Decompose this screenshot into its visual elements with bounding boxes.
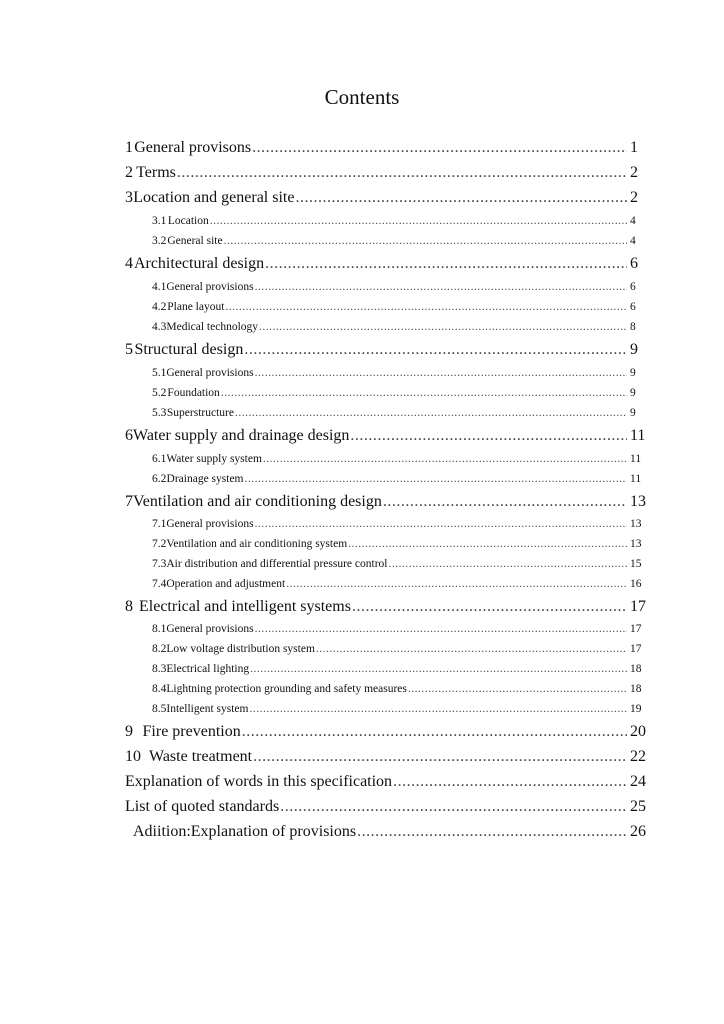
toc-leader bbox=[352, 597, 627, 617]
toc-label: Location bbox=[167, 215, 209, 227]
toc-number: 8.1 bbox=[152, 623, 167, 635]
toc-entry-chapter-1[interactable] bbox=[0, 138, 724, 158]
toc-label: Superstructure bbox=[166, 407, 234, 419]
toc-number: 10 bbox=[125, 748, 141, 765]
toc-leader bbox=[255, 279, 627, 295]
toc-leader bbox=[255, 621, 627, 637]
toc-number: 7.1 bbox=[152, 518, 167, 530]
toc-leader bbox=[177, 163, 627, 183]
toc-label: Medical technology bbox=[166, 321, 259, 333]
toc-entry-section-8-4[interactable] bbox=[0, 681, 724, 697]
toc-page-number: 2 bbox=[630, 189, 638, 206]
toc-page-number: 9 bbox=[630, 387, 636, 399]
toc-entry-section-3-1[interactable] bbox=[0, 213, 724, 229]
toc-label: General provisions bbox=[166, 367, 254, 379]
toc-page-number: 4 bbox=[630, 215, 636, 227]
toc-label: Waste treatment bbox=[149, 748, 253, 765]
toc-entry-chapter-4[interactable] bbox=[0, 254, 724, 274]
toc-label: Lightning protection grounding and safety measures bbox=[166, 683, 407, 695]
toc-leader bbox=[224, 233, 627, 249]
toc-label: General provisions bbox=[166, 518, 254, 530]
toc-number: 8.3 bbox=[152, 663, 167, 675]
toc-entry-section-5-3[interactable] bbox=[0, 405, 724, 421]
toc-entry-section-3-2[interactable] bbox=[0, 233, 724, 249]
toc-number: 5.1 bbox=[152, 367, 167, 379]
toc-leader bbox=[245, 471, 628, 487]
toc-label: General provisons bbox=[134, 139, 252, 156]
toc-label: Fire prevention bbox=[142, 723, 241, 740]
toc-page-number: 6 bbox=[630, 301, 636, 313]
toc-leader bbox=[408, 681, 627, 697]
page-title: Contents bbox=[324, 85, 400, 109]
toc-entry-chapter-3[interactable] bbox=[0, 188, 724, 208]
toc-leader bbox=[210, 213, 627, 229]
toc-leader bbox=[259, 319, 627, 335]
toc-label: Water supply and drainage design bbox=[133, 427, 350, 444]
toc-number: 3 bbox=[125, 189, 133, 206]
toc-label: General provisions bbox=[166, 281, 254, 293]
toc-page-number: 19 bbox=[630, 703, 642, 715]
toc-leader bbox=[244, 340, 627, 360]
toc-entry-section-7-3[interactable] bbox=[0, 556, 724, 572]
toc-entry-section-7-2[interactable] bbox=[0, 536, 724, 552]
toc-page-number: 24 bbox=[630, 773, 646, 790]
toc-leader bbox=[350, 426, 627, 446]
toc-entry-explanation-of-words[interactable] bbox=[0, 772, 724, 792]
toc-page-number: 6 bbox=[630, 281, 636, 293]
toc-leader bbox=[393, 772, 627, 792]
toc-page-number: 18 bbox=[630, 683, 642, 695]
toc-number: 2 bbox=[125, 164, 133, 181]
toc-leader bbox=[383, 492, 627, 512]
toc-page-number: 2 bbox=[630, 164, 638, 181]
toc-label: General site bbox=[167, 235, 223, 247]
toc-label: General provisions bbox=[166, 623, 254, 635]
toc-leader bbox=[250, 661, 627, 677]
toc-entry-section-8-5[interactable] bbox=[0, 701, 724, 717]
toc-leader bbox=[263, 451, 627, 467]
toc-label: Intelligent system bbox=[166, 703, 249, 715]
toc-label: Ventilation and air conditioning system bbox=[166, 538, 348, 550]
toc-label: Structural design bbox=[134, 341, 244, 358]
toc-label: Operation and adjustment bbox=[166, 578, 286, 590]
toc-page-number: 20 bbox=[630, 723, 646, 740]
toc-leader bbox=[221, 385, 627, 401]
toc-number: 5.2 bbox=[152, 387, 167, 399]
toc-label: Electrical and intelligent systems bbox=[139, 598, 351, 615]
toc-entry-section-5-1[interactable] bbox=[0, 365, 724, 381]
toc-leader bbox=[235, 405, 627, 421]
toc-label: Location and general site bbox=[133, 189, 295, 206]
toc-leader bbox=[286, 576, 627, 592]
toc-leader bbox=[295, 188, 627, 208]
toc-number: 7.2 bbox=[152, 538, 167, 550]
toc-leader bbox=[280, 797, 627, 817]
toc-page-number: 22 bbox=[630, 748, 646, 765]
toc-entry-chapter-7[interactable] bbox=[0, 492, 724, 512]
toc-entry-chapter-8[interactable] bbox=[0, 597, 724, 617]
toc-label: Ventilation and air conditioning design bbox=[133, 493, 382, 510]
toc-label: Terms bbox=[136, 164, 176, 181]
toc-number: 8 bbox=[125, 598, 133, 615]
toc-number: 3.1 bbox=[152, 215, 167, 227]
toc-page-number: 11 bbox=[630, 473, 642, 485]
toc-page-number: 11 bbox=[630, 427, 646, 444]
toc-number: 7 bbox=[125, 493, 133, 510]
toc-entry-section-4-3[interactable] bbox=[0, 319, 724, 335]
toc-number: 3.2 bbox=[152, 235, 167, 247]
toc-leader bbox=[388, 556, 627, 572]
toc-leader bbox=[252, 138, 627, 158]
toc-number: 1 bbox=[125, 139, 133, 156]
toc-number: 4.1 bbox=[152, 281, 167, 293]
toc-number: 4.3 bbox=[152, 321, 167, 333]
toc-page-number: 13 bbox=[630, 493, 646, 510]
toc-entry-chapter-2[interactable] bbox=[0, 163, 724, 183]
toc-leader bbox=[348, 536, 627, 552]
toc-number: 5 bbox=[125, 341, 133, 358]
toc-leader bbox=[357, 822, 627, 842]
toc-number: 6.2 bbox=[152, 473, 167, 485]
toc-page-number: 8 bbox=[630, 321, 636, 333]
toc-number: 8.2 bbox=[152, 643, 167, 655]
toc-entry-section-4-2[interactable] bbox=[0, 299, 724, 315]
toc-number: 5.3 bbox=[152, 407, 167, 419]
toc-entry-section-6-1[interactable] bbox=[0, 451, 724, 467]
toc-entry-section-6-2[interactable] bbox=[0, 471, 724, 487]
toc-entry-section-8-2[interactable] bbox=[0, 641, 724, 657]
toc-label: Low voltage distribution system bbox=[166, 643, 315, 655]
toc-label: Air distribution and differential pressure control bbox=[166, 558, 388, 570]
toc-page-number: 17 bbox=[630, 598, 646, 615]
toc-leader bbox=[255, 365, 627, 381]
toc-page-number: 25 bbox=[630, 798, 646, 815]
toc-page-number: 9 bbox=[630, 407, 636, 419]
toc-page-number: 16 bbox=[630, 578, 642, 590]
toc-entry-chapter-5[interactable] bbox=[0, 340, 724, 360]
toc-entry-chapter-10[interactable] bbox=[0, 747, 724, 767]
toc-entry-section-7-4[interactable] bbox=[0, 576, 724, 592]
toc-number: 8.4 bbox=[152, 683, 167, 695]
toc-number: 6 bbox=[125, 427, 133, 444]
toc-entry-addition-explanation[interactable] bbox=[0, 822, 724, 842]
toc-page-number: 1 bbox=[630, 139, 638, 156]
toc-page-number: 9 bbox=[630, 341, 638, 358]
toc-page-number: 13 bbox=[630, 518, 642, 530]
toc-entry-section-7-1[interactable] bbox=[0, 516, 724, 532]
toc-label: Drainage system bbox=[166, 473, 244, 485]
toc-entry-chapter-9[interactable] bbox=[0, 722, 724, 742]
toc-page-number: 26 bbox=[630, 823, 646, 840]
toc-number: 6.1 bbox=[152, 453, 167, 465]
toc-leader bbox=[242, 722, 627, 742]
toc-label: Water supply system bbox=[166, 453, 262, 465]
toc-label: Electrical lighting bbox=[166, 663, 250, 675]
toc-label: Plane layout bbox=[167, 301, 225, 313]
toc-page-number: 15 bbox=[630, 558, 642, 570]
toc-leader bbox=[253, 747, 627, 767]
toc-page-number: 17 bbox=[630, 623, 642, 635]
toc-leader bbox=[225, 299, 627, 315]
toc-number: 9 bbox=[125, 723, 133, 740]
toc-number: 4 bbox=[125, 255, 133, 272]
toc-page-number: 18 bbox=[630, 663, 642, 675]
toc-entry-chapter-6[interactable] bbox=[0, 426, 724, 446]
toc-number: 4.2 bbox=[152, 301, 167, 313]
toc-entry-section-5-2[interactable] bbox=[0, 385, 724, 401]
toc-leader bbox=[255, 516, 627, 532]
toc-number: 7.3 bbox=[152, 558, 167, 570]
toc-entry-quoted-standards[interactable] bbox=[0, 797, 724, 817]
toc-leader bbox=[249, 701, 627, 717]
toc-entry-section-8-1[interactable] bbox=[0, 621, 724, 637]
toc-entry-section-8-3[interactable] bbox=[0, 661, 724, 677]
toc-label: Architectural design bbox=[133, 255, 265, 272]
toc-leader bbox=[265, 254, 627, 274]
toc-page-number: 11 bbox=[630, 453, 642, 465]
toc-number: 7.4 bbox=[152, 578, 167, 590]
toc-label: List of quoted standards bbox=[125, 798, 280, 815]
toc-number: 8.5 bbox=[152, 703, 167, 715]
toc-page-number: 9 bbox=[630, 367, 636, 379]
toc-page-number: 17 bbox=[630, 643, 642, 655]
toc-label: Adiition:Explanation of provisions bbox=[133, 823, 357, 840]
toc-label: Explanation of words in this specification bbox=[125, 773, 393, 790]
toc-page-number: 13 bbox=[630, 538, 642, 550]
toc-leader bbox=[316, 641, 627, 657]
toc-page-number: 6 bbox=[630, 255, 638, 272]
toc-label: Foundation bbox=[167, 387, 220, 399]
toc-page-number: 4 bbox=[630, 235, 636, 247]
toc-entry-section-4-1[interactable] bbox=[0, 279, 724, 295]
